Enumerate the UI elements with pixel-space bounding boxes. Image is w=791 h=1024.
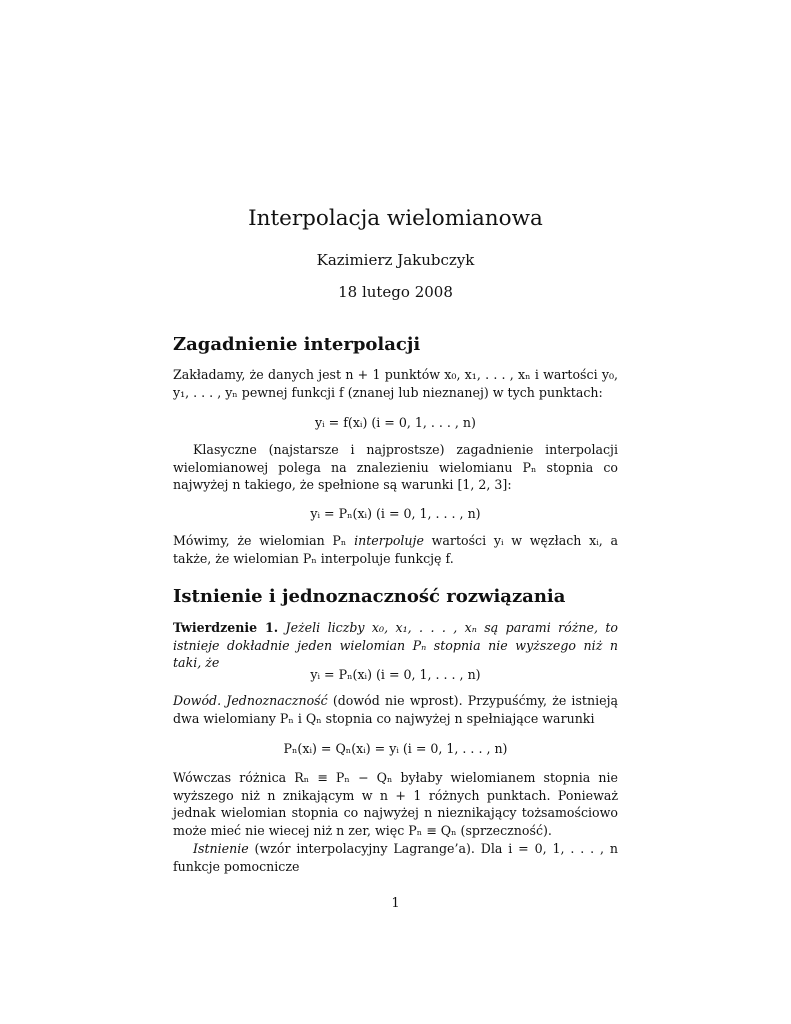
document-author: Kazimierz Jakubczyk bbox=[316, 251, 475, 269]
section-heading-interpolation: Zagadnienie interpolacji bbox=[173, 334, 421, 355]
paragraph-interpolates bbox=[173, 532, 618, 567]
document-date: 18 lutego 2008 bbox=[338, 283, 453, 301]
equation-4: Pₙ(xᵢ) = Qₙ(xᵢ) = yᵢ (i = 0, 1, . . . , n) bbox=[283, 741, 508, 756]
theorem-label: Twierdzenie 1. bbox=[173, 620, 279, 635]
emphasis-text: Jednoznaczność bbox=[226, 693, 328, 708]
emphasis-text: Istnienie bbox=[193, 841, 249, 856]
equation-2: yᵢ = Pₙ(xᵢ) (i = 0, 1, . . . , n) bbox=[310, 506, 481, 521]
paragraph-text: (dowód nie wprost). Przypuśćmy, że istnieją dwa wielomiany Pₙ i Qₙ stopnia co najwyżej n spełniające warunki bbox=[173, 693, 618, 726]
proof-label: Dowód. bbox=[173, 693, 222, 708]
paragraph-classic-problem: Klasyczne (najstarsze i najprostsze) zagadnienie interpolacji wielomianowej polega na znalezieniu wielomianu Pₙ stopnia co najwyżej n takiego, że spełnione są warunki [1, 2, 3]: bbox=[173, 442, 618, 492]
paragraph-existence bbox=[173, 840, 618, 875]
equation-3: yᵢ = Pₙ(xᵢ) (i = 0, 1, . . . , n) bbox=[310, 667, 481, 682]
paragraph-text: wartości yᵢ w węzłach xᵢ, a także, że wielomian Pₙ interpoluje funkcję f. bbox=[173, 533, 618, 566]
proof-paragraph bbox=[173, 692, 618, 727]
paragraph-text: (wzór interpolacyjny Lagrange’a). Dla i = 0, 1, . . . , n funkcje pomocnicze bbox=[173, 841, 618, 874]
equation-1: yᵢ = f(xᵢ) (i = 0, 1, . . . , n) bbox=[315, 415, 476, 430]
paragraph-contradiction: Wówczas różnica Rₙ ≡ Pₙ − Qₙ byłaby wielomianem stopnia nie wyższego niż n znikającym w n + 1 różnych punktach. Ponieważ jednak wielomian stopnia co najwyżej n nieznikający tożsamościowo może mieć nie wiecej niż n zer, więc Pₙ ≡ Qₙ (sprzeczność). bbox=[173, 770, 618, 838]
page-number: 1 bbox=[391, 896, 400, 911]
theorem-1 bbox=[173, 619, 618, 672]
document-title: Interpolacja wielomianowa bbox=[248, 206, 543, 231]
section-heading-existence: Istnienie i jednoznaczność rozwiązania bbox=[173, 586, 566, 607]
paragraph-text: Mówimy, że wielomian Pₙ bbox=[173, 533, 355, 548]
theorem-text: Jeżeli liczby x₀, x₁, . . . , xₙ są parami różne, to istnieje dokładnie jeden wielomian Pₙ stopnia nie wyższego niż n taki, że bbox=[173, 620, 618, 670]
paragraph-assumption: Zakładamy, że danych jest n + 1 punktów x₀, x₁, . . . , xₙ i wartości y₀, y₁, . . . , yₙ pewnej funkcji f (znanej lub nieznanej) w tych punktach: bbox=[173, 367, 618, 400]
emphasis-text: interpoluje bbox=[354, 533, 424, 548]
